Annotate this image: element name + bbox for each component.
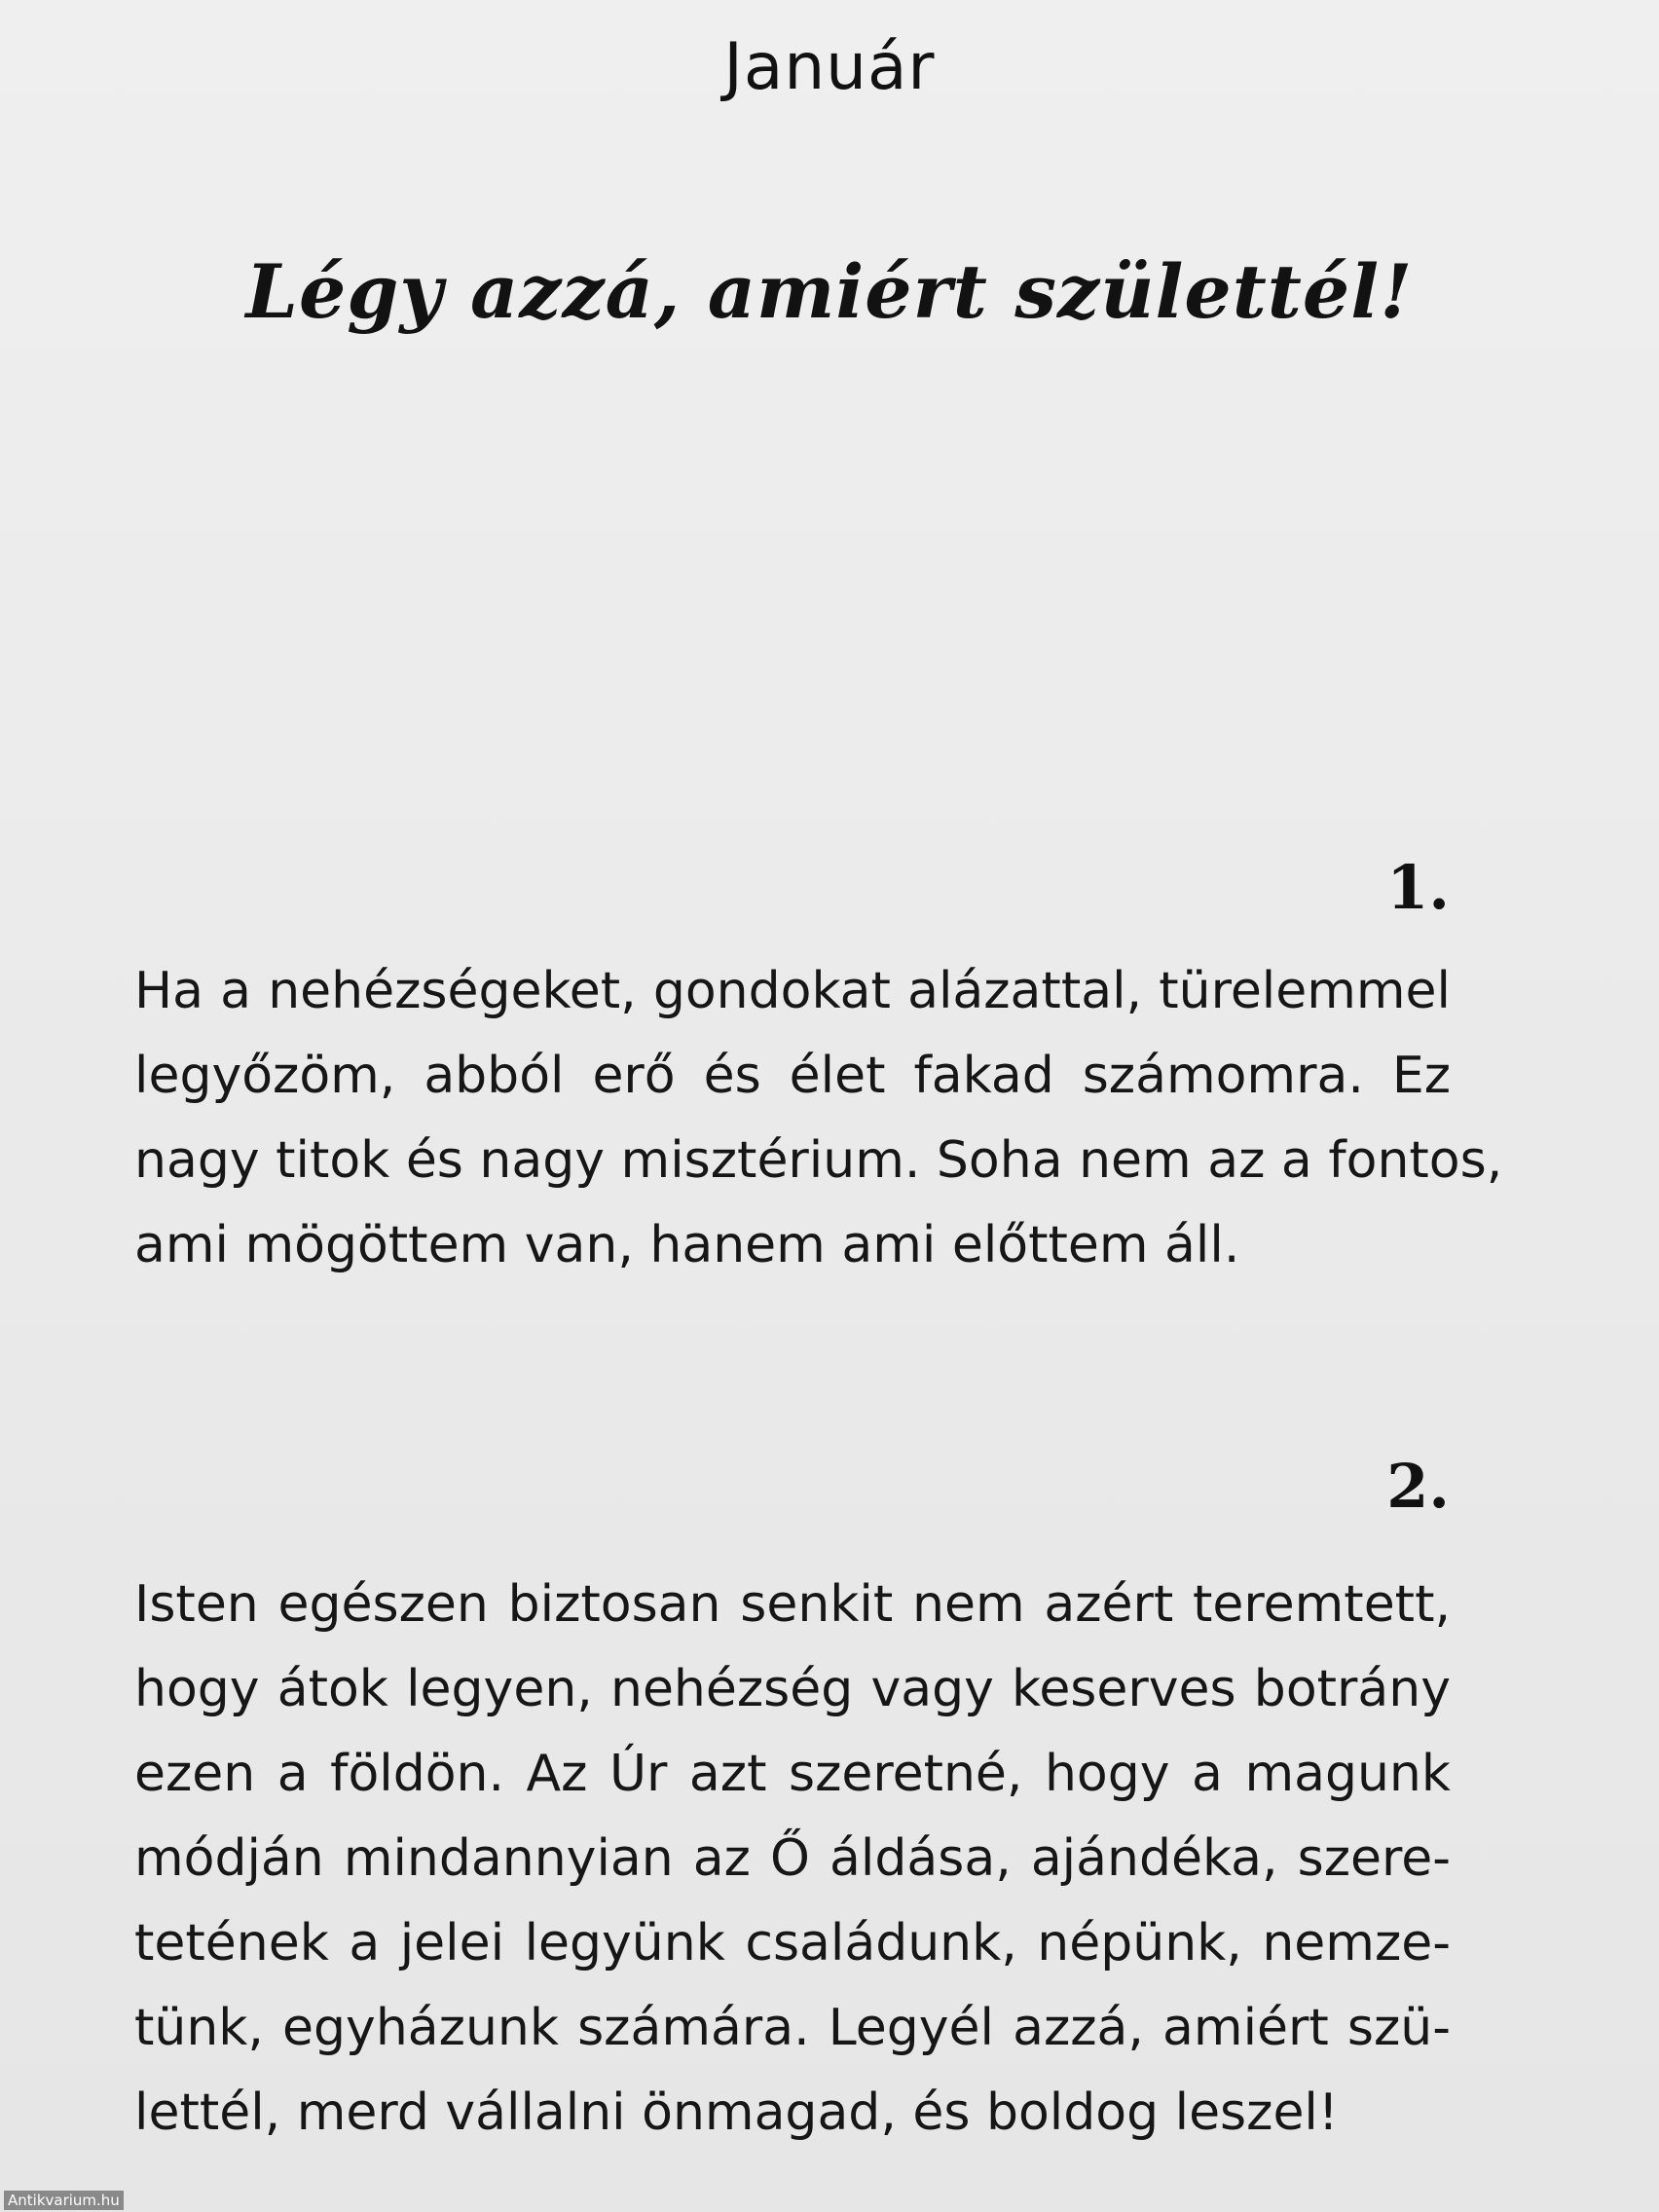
section-number-2: 2. bbox=[1386, 1451, 1450, 1522]
running-header-month: Január bbox=[723, 29, 936, 104]
watermark-label: Antikvarium.hu bbox=[4, 2191, 124, 2210]
paragraph-line: Ha a nehézségeket, gondokat alázattal, türelemmel bbox=[134, 962, 1451, 1020]
paragraph-line: tetének a jelei legyünk családunk, népünk, nemze- bbox=[134, 1914, 1451, 1972]
paragraph-line: Isten egészen biztosan senkit nem azért teremtett, bbox=[134, 1575, 1451, 1634]
page-title: Légy azzá, amiért születtél! bbox=[245, 248, 1414, 335]
paragraph-line: lettél, merd vállalni önmagad, és boldog leszel! bbox=[134, 2083, 1339, 2142]
section-number-1: 1. bbox=[1386, 852, 1450, 923]
paragraph-line: módján mindannyian az Ő áldása, ajándéka, szere- bbox=[134, 1829, 1451, 1888]
paragraph-line: ezen a földön. Az Úr azt szeretné, hogy a magunk bbox=[134, 1745, 1451, 1803]
paragraph-line: nagy titok és nagy misztérium. Soha nem az a fontos, bbox=[134, 1131, 1503, 1190]
paragraph-line: tünk, egyházunk számára. Legyél azzá, amiért szü- bbox=[134, 1999, 1451, 2057]
paragraph-line: hogy átok legyen, nehézség vagy keserves botrány bbox=[134, 1660, 1451, 1718]
section-paragraph-1 bbox=[134, 949, 1503, 1288]
show-through-texture bbox=[321, 292, 1460, 837]
paragraph-line: legyőzöm, abból erő és élet fakad számomra. Ez bbox=[134, 1047, 1451, 1105]
section-paragraph-2 bbox=[134, 1563, 1451, 2156]
paragraph-line: ami mögöttem van, hanem ami előttem áll. bbox=[134, 1216, 1240, 1274]
